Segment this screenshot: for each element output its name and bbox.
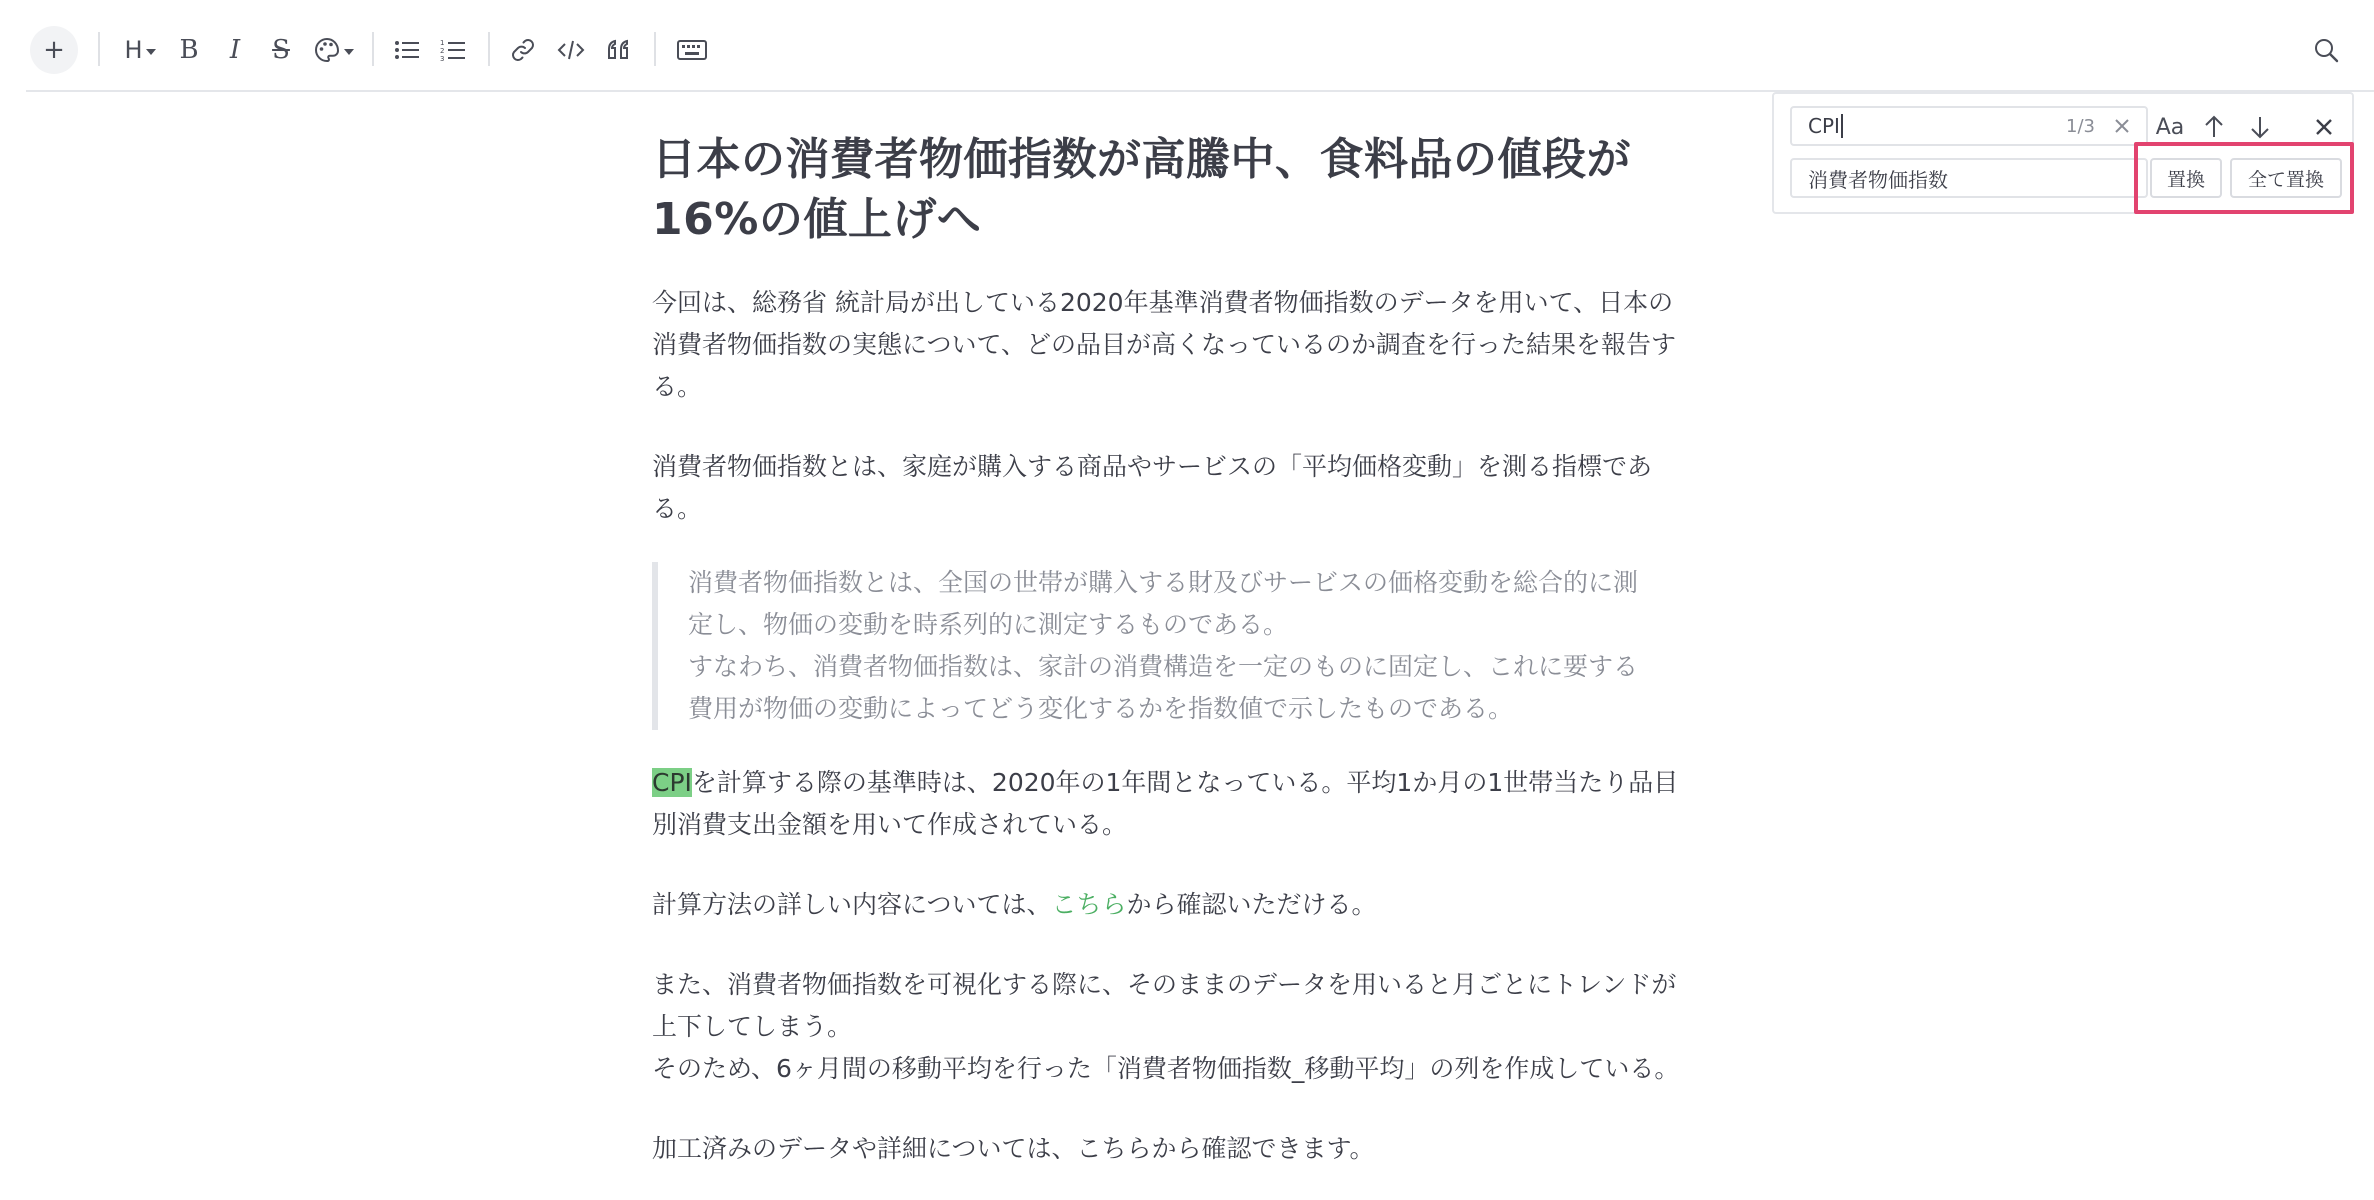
- blockquote: [652, 562, 1752, 730]
- document-body[interactable]: [652, 130, 1752, 1170]
- text-cursor: [1841, 114, 1843, 138]
- toolbar-divider: [98, 32, 100, 66]
- italic-button[interactable]: [218, 30, 252, 70]
- text-line: また、消費者物価指数を可視化する際に、そのままのデータを用いると月ごとにトレンドが: [652, 970, 1677, 999]
- toolbar-divider: [372, 32, 374, 66]
- svg-text:2: 2: [440, 47, 445, 55]
- search-icon: [2313, 37, 2339, 63]
- close-find-button[interactable]: [2308, 110, 2340, 144]
- text-line: る。: [652, 372, 703, 401]
- text-line: 定し、物価の変動を時系列的に測定するものである。: [688, 610, 1289, 639]
- find-query: CPI: [1808, 114, 1840, 138]
- editor-toolbar: [26, 0, 2374, 92]
- chevron-down-icon: [344, 49, 354, 55]
- match-case-toggle[interactable]: [2150, 110, 2190, 144]
- text-line: 加工済みのデータや詳細については、こちらから確認できます。: [652, 1134, 1375, 1163]
- paragraph: [652, 1128, 1752, 1170]
- clear-icon: [2110, 114, 2134, 138]
- bullet-list-button[interactable]: [388, 30, 426, 70]
- arrow-up-icon: [2203, 114, 2225, 140]
- toolbar-divider: [654, 32, 656, 66]
- code-icon: [557, 38, 585, 62]
- paragraph: [652, 762, 1752, 846]
- strikethrough-button[interactable]: [264, 30, 298, 70]
- previous-match-button[interactable]: [2198, 110, 2230, 144]
- strikethrough-icon: S: [272, 35, 290, 65]
- numbered-list-button[interactable]: [434, 30, 472, 70]
- title-line: 16%の値上げへ: [652, 194, 982, 245]
- svg-text:3: 3: [440, 55, 445, 62]
- replace-all-button-label: 全て置換: [2247, 168, 2324, 191]
- quote-button[interactable]: [600, 30, 638, 70]
- paragraph: [652, 964, 1752, 1090]
- text-line: すなわち、消費者物価指数は、家計の消費構造を一定のものに固定し、これに要する: [688, 652, 1639, 681]
- paragraph: [652, 282, 1752, 408]
- bold-button[interactable]: [172, 30, 206, 70]
- toolbar-divider: [488, 32, 490, 66]
- replace-all-button[interactable]: [2230, 158, 2342, 198]
- search-match-highlight: CPI: [652, 768, 692, 797]
- link-button[interactable]: [504, 30, 542, 70]
- title-line: 日本の消費者物価指数が高騰中、食料品の値段が: [652, 134, 1631, 185]
- svg-text:1: 1: [440, 39, 445, 47]
- document-title: [652, 130, 1752, 250]
- replace-input[interactable]: [1790, 158, 2148, 198]
- link-icon: [510, 37, 536, 63]
- text-color-button[interactable]: [310, 30, 356, 70]
- heading-button[interactable]: [118, 30, 162, 70]
- reference-link[interactable]: こちら: [1051, 890, 1127, 919]
- text-line: 今回は、総務省 統計局が出している2020年基準消費者物価指数のデータを用いて、日本の: [652, 288, 1674, 317]
- paragraph: [652, 884, 1752, 926]
- chevron-down-icon: [146, 49, 156, 55]
- arrow-down-icon: [2249, 114, 2271, 140]
- text-segment: 計算方法の詳しい内容については、: [652, 890, 1052, 919]
- plus-icon: +: [43, 35, 65, 65]
- text-line: る。: [652, 494, 703, 523]
- palette-icon: [313, 36, 341, 64]
- search-button[interactable]: [2306, 30, 2346, 70]
- text-line: 費用が物価の変動によってどう変化するかを指数値で示したものである。: [688, 694, 1514, 723]
- close-icon: [2313, 116, 2335, 138]
- quote-icon: [606, 38, 632, 62]
- text-line: 上下してしまう。: [652, 1012, 853, 1041]
- quote-paragraph: [688, 562, 1752, 730]
- find-replace-panel: [1772, 92, 2354, 214]
- paragraph: [652, 446, 1752, 530]
- replace-button-label: 置換: [2166, 168, 2205, 191]
- text-line: を計算する際の基準時は、2020年の1年間となっている。平均1か月の1世帯当たり品目: [691, 768, 1679, 797]
- replace-value: 消費者物価指数: [1808, 167, 1948, 192]
- match-case-icon: Aa: [2155, 114, 2185, 140]
- keyboard-shortcuts-button[interactable]: [670, 30, 714, 70]
- insert-block-button[interactable]: [30, 26, 78, 74]
- numbered-list-icon: [440, 38, 466, 62]
- text-line: 消費者物価指数の実態について、どの品目が高くなっているのか調査を行った結果を報告す: [652, 330, 1677, 359]
- text-line: 消費者物価指数とは、全国の世帯が購入する財及びサービスの価格変動を総合的に測: [688, 568, 1639, 597]
- match-count: 1/3: [2066, 116, 2095, 137]
- text-line: 別消費支出金額を用いて作成されている。: [652, 810, 1128, 839]
- bold-icon: B: [179, 35, 199, 65]
- next-match-button[interactable]: [2244, 110, 2276, 144]
- replace-button[interactable]: [2150, 158, 2222, 198]
- text-segment: から確認いただける。: [1126, 890, 1377, 919]
- heading-icon: H: [124, 36, 143, 64]
- bullet-list-icon: [394, 39, 420, 61]
- text-line: そのため、6ヶ月間の移動平均を行った「消費者物価指数_移動平均」の列を作成している。: [652, 1054, 1680, 1083]
- text-line: 消費者物価指数とは、家庭が購入する商品やサービスの「平均価格変動」を測る指標であ: [652, 452, 1653, 481]
- clear-search-button[interactable]: [2110, 114, 2134, 138]
- keyboard-icon: [677, 39, 707, 61]
- italic-icon: I: [229, 35, 241, 65]
- code-button[interactable]: [552, 30, 590, 70]
